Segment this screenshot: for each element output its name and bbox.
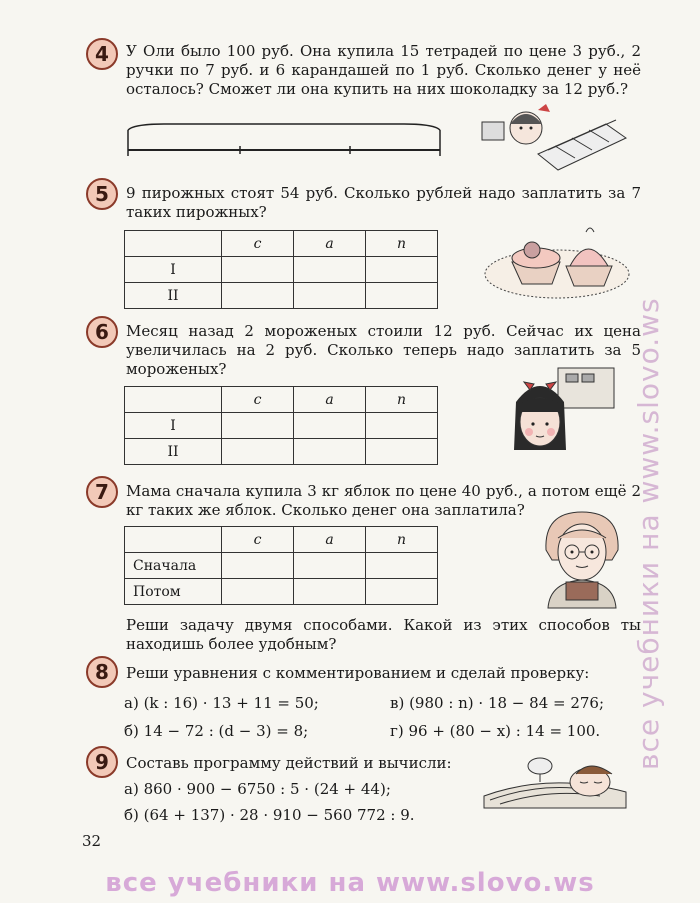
table-header [125,231,222,257]
problem-7-text: Мама сначала купила 3 кг яблок по цене 40 руб., а потом ещё 2 кг таких же яблок. Сколько денег она заплатила? [126,482,641,519]
answer-cell[interactable] [294,553,366,579]
table-row [125,579,438,605]
table-row [125,283,438,309]
problem-6-text: Месяц назад 2 мороженых стоили 12 руб. Сейчас их цена увеличилась на 2 руб. Сколько теперь надо заплатить за 5 мороженых? [126,322,641,378]
row-label: Потом [125,579,222,605]
answer-cell[interactable] [294,257,366,283]
problem-number-badge: 6 [86,316,118,348]
equation-v: в) (980 : n) · 18 − 84 = 276; [390,694,605,712]
equation-g: г) 96 + (80 − x) : 14 = 100. [390,722,601,740]
answer-cell[interactable] [366,553,438,579]
table-header: n [366,387,438,413]
expression-a: а) 860 · 900 − 6750 : 5 · (24 + 44); [124,780,391,798]
row-label: I [125,413,222,439]
problem-6-table [124,386,438,465]
table-header: c [222,527,294,553]
problem-number-badge: 4 [86,38,118,70]
answer-cell[interactable] [366,439,438,465]
table-row [125,257,438,283]
table-header: n [366,231,438,257]
answer-cell[interactable] [222,257,294,283]
table-header: a [294,387,366,413]
answer-cell[interactable] [366,413,438,439]
problem-number-badge: 5 [86,178,118,210]
bottom-watermark: все учебники на www.slovo.ws [105,868,595,898]
table-header: c [222,231,294,257]
problem-number-badge: 8 [86,656,118,688]
table-header: n [366,527,438,553]
table-header: a [294,231,366,257]
row-label: II [125,439,222,465]
answer-cell[interactable] [294,283,366,309]
answer-cell[interactable] [222,413,294,439]
answer-cell[interactable] [222,439,294,465]
table-header [125,527,222,553]
cakes-illustration [482,222,632,302]
answer-cell[interactable] [366,283,438,309]
answer-cell[interactable] [222,283,294,309]
problem-5-table [124,230,438,309]
answer-cell[interactable] [222,553,294,579]
problem-9-text: Составь программу действий и вычисли: [126,754,452,772]
row-label: I [125,257,222,283]
problem-5-text: 9 пирожных стоят 54 руб. Сколько рублей надо заплатить за 7 таких пирожных? [126,184,641,221]
answer-cell[interactable] [294,413,366,439]
answer-cell[interactable] [294,439,366,465]
answer-cell[interactable] [366,579,438,605]
table-row [125,413,438,439]
row-label: Сначала [125,553,222,579]
problem-number-badge: 7 [86,476,118,508]
problem-8-text: Реши уравнения с комментированием и сделай проверку: [126,664,590,682]
equation-b: б) 14 − 72 : (d − 3) = 8; [124,722,309,740]
row-label: II [125,283,222,309]
expression-b: б) (64 + 137) · 28 · 910 − 560 772 : 9. [124,806,415,824]
equation-a: а) (k : 16) · 13 + 11 = 50; [124,694,319,712]
vertical-watermark: все учебники на www.slovo.ws [632,297,665,770]
table-row [125,553,438,579]
answer-cell[interactable] [294,579,366,605]
problem-4-text: У Оли было 100 руб. Она купила 15 тетрадей по цене 3 руб., 2 ручки по 7 руб. и 6 карандашей по 1 руб. Сколько денег у неё осталось? Сможет ли она купить на них шоколадку за 12 руб.? [126,42,641,98]
mother-illustration [532,500,632,610]
table-header: a [294,527,366,553]
table-header [125,387,222,413]
girl-icecream-illustration [502,362,622,458]
page-number: 32 [82,832,102,850]
problem-number-badge: 9 [86,746,118,778]
problem-7-table [124,526,438,605]
chocolate-girl-illustration [478,102,628,174]
sleeping-boy-illustration [480,752,630,812]
problem-7-followup: Реши задачу двумя способами. Какой из этих способов ты находишь более удобным? [126,616,641,653]
table-row [125,439,438,465]
answer-cell[interactable] [222,579,294,605]
table-header: c [222,387,294,413]
segment-diagram [124,118,444,162]
answer-cell[interactable] [366,257,438,283]
